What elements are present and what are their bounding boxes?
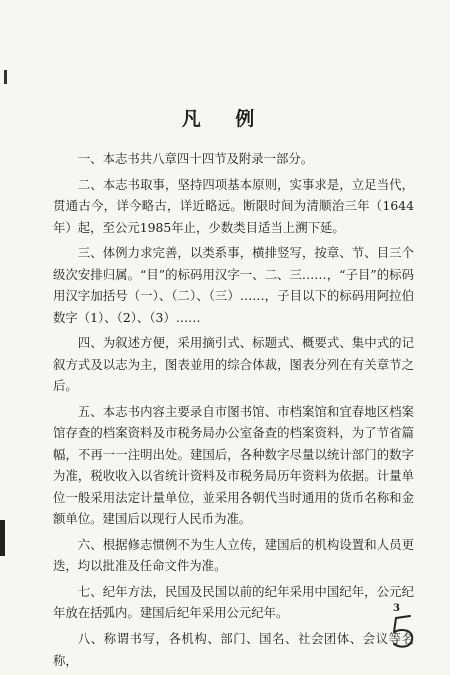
margin-mark — [4, 70, 7, 84]
paragraph-2: 二、本志书取事，坚持四项基本原则，实事求是，立足当代，贯通古今，详今略古，详近略远。断限时间为清顺治三年（1644年）起，至公元1985年止，少数类目适当上溯下延。 — [53, 176, 414, 235]
paragraph-8: 八、称谓书写，各机构、部门、国名、社会团体、会议等名称， — [53, 631, 414, 668]
paragraph-1: 一、本志书共八章四十四节及附录一部分。 — [77, 151, 314, 166]
paragraph-6: 六、根据修志惯例不为生人立传，建国后的机构设置和人员更迭，均以批准及任命文件为准。 — [53, 536, 414, 574]
page-number: 3 — [393, 603, 400, 614]
body-text — [53, 148, 414, 675]
binding-mark — [0, 520, 5, 556]
handwritten-page-mark — [386, 612, 428, 652]
paragraph-4: 四、为叙述方便，采用摘引式、标题式、概要式、集中式的记叙方式及以志为主，图表並用的综合体裁，图表分列在有关章节之后。 — [53, 335, 414, 394]
paragraph-3: 三、体例力求完善，以类系事，横排竖写，按章、节、目三个级次安排归属。“目”的标码用汉字一、二、三……，“子目”的标码用汉字加括号（一）、（二）、（三）……，子目以下的标码用阿拉伯数字（1）、（2）、（3）…… — [53, 245, 414, 325]
paragraph-7: 七、纪年方法，民国及民国以前的纪年采用中国纪年，公元纪年放在括弧内。建国后纪年采用公元纪年。 — [53, 584, 414, 621]
page-title: 凡 例 — [181, 108, 269, 130]
paragraph-5: 五、本志书内容主要录自市图书馆、市档案馆和宜春地区档案馆存查的档案资料及市税务局办公室备查的档案资料，为了节省篇幅，不再一一注明出处。建国后，各种数字尽量以统计部门的数字为准，税收收入以省统计资料及市税务局历年资料为依据。计量单位一般采用法定计量单位，並采用各朝代当时通用的货币名称和金额单位。建国后以现行人民币为准。 — [53, 404, 414, 527]
